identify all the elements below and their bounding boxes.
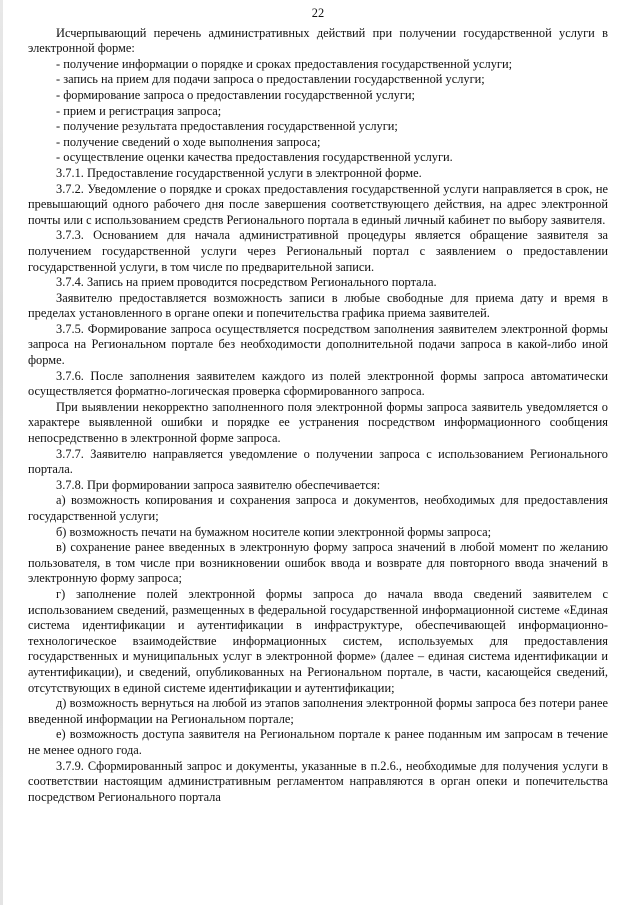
page-number: 22 [311,6,325,20]
paragraph: д) возможность вернуться на любой из этапов заполнения электронной формы запроса без потери ранее введенной информации на Региональном портале; [28,696,608,726]
paragraph: 3.7.2. Уведомление о порядке и сроках предоставления государственной услуги направляется в срок, не превышающий одного рабочего дня после завершения соответствующего действия, на адрес электронной почты или с использованием средств Регионального портала в единый личный кабинет по выбору заявителя. [28,181,608,227]
list-item: - получение информации о порядке и сроках предоставления государственной услуги; [56,56,513,71]
paragraph: 3.7.3. Основанием для начала административной процедуры является обращение заявителя за получением государственной услуги через Региональный портал с заявлением о предоставлении государственной услуги, в том числе по предварительной записи. [28,228,608,274]
document-page [28,6,608,805]
paragraph: Заявителю предоставляется возможность записи в любые свободные для приема дату и время в пределах установленного в органе опеки и попечительства графика приема заявителей. [28,290,608,321]
paragraph: Исчерпывающий перечень административных действий при получении государственной услуги в электронной форме: [28,25,608,56]
paragraph: г) заполнение полей электронной формы запроса до начала ввода сведений заявителем с использованием сведений, размещенных в федеральной государственной информационной системе «Единая система идентификации и аутентификации в инфраструктуре, обеспечивающей информационно-технологическое взаимодействие информационных систем, используемых для предоставления государственных и муниципальных услуг в электронной форме» (далее – единая система идентификации и аутентификации), и сведений, опубликованных на Региональном портале, в части, касающейся сведений, отсутствующих в единой системе идентификации и аутентификации; [28,586,608,695]
paragraph: 3.7.7. Заявителю направляется уведомление о получении запроса с использованием Регионального портала. [28,446,608,477]
paragraph: 3.7.1. Предоставление государственной услуги в электронной форме. [56,165,422,180]
paragraph: в) сохранение ранее введенных в электронную форму запроса значений в любой момент по желанию пользователя, в том числе при возникновении ошибок ввода и возврате для повторного ввода значений в электронную форму запроса; [28,540,608,586]
list-item: - получение результата предоставления государственной услуги; [56,119,398,134]
document-body [28,26,608,806]
paragraph: 3.7.5. Формирование запроса осуществляется посредством заполнения заявителем электронной формы запроса на Региональном портале без необходимости дополнительной подачи запроса в какой-либо иной форме. [28,321,608,368]
list-item: - осуществление оценки качества предоставления государственной услуги. [56,150,453,165]
paragraph: При выявлении некорректно заполненного поля электронной формы запроса заявитель уведомляется о характере выявленной ошибки и порядке ее устранения посредством информационного сообщения непосредственно в электронной форме запроса. [28,399,608,446]
list-item: - прием и регистрация запроса; [56,103,222,118]
paragraph: 3.7.9. Сформированный запрос и документы, указанные в п.2.6., необходимые для получения услуги в соответствии настоящим административным регламентом направляются в орган опеки и попечительства посредством Регионального портала [28,758,608,804]
list-item: - получение сведений о ходе выполнения запроса; [56,134,321,149]
paragraph: а) возможность копирования и сохранения запроса и документов, необходимых для предоставления государственной услуги; [28,493,608,523]
list-item: - формирование запроса о предоставлении государственной услуги; [56,87,415,102]
paragraph: 3.7.4. Запись на прием проводится посредством Регионального портала. [56,275,437,290]
paragraph: б) возможность печати на бумажном носителе копии электронной формы запроса; [56,524,492,539]
paragraph: 3.7.6. После заполнения заявителем каждого из полей электронной формы запроса автоматически осуществляется форматно-логическая проверка сформированного запроса. [28,368,608,399]
paragraph: 3.7.8. При формировании запроса заявителю обеспечивается: [56,477,381,492]
list-item: - запись на прием для подачи запроса о предоставлении государственной услуги; [56,72,485,87]
paragraph: е) возможность доступа заявителя на Региональном портале к ранее поданным им запросам в течение не менее одного года. [28,727,608,757]
scan-edge [0,0,3,905]
